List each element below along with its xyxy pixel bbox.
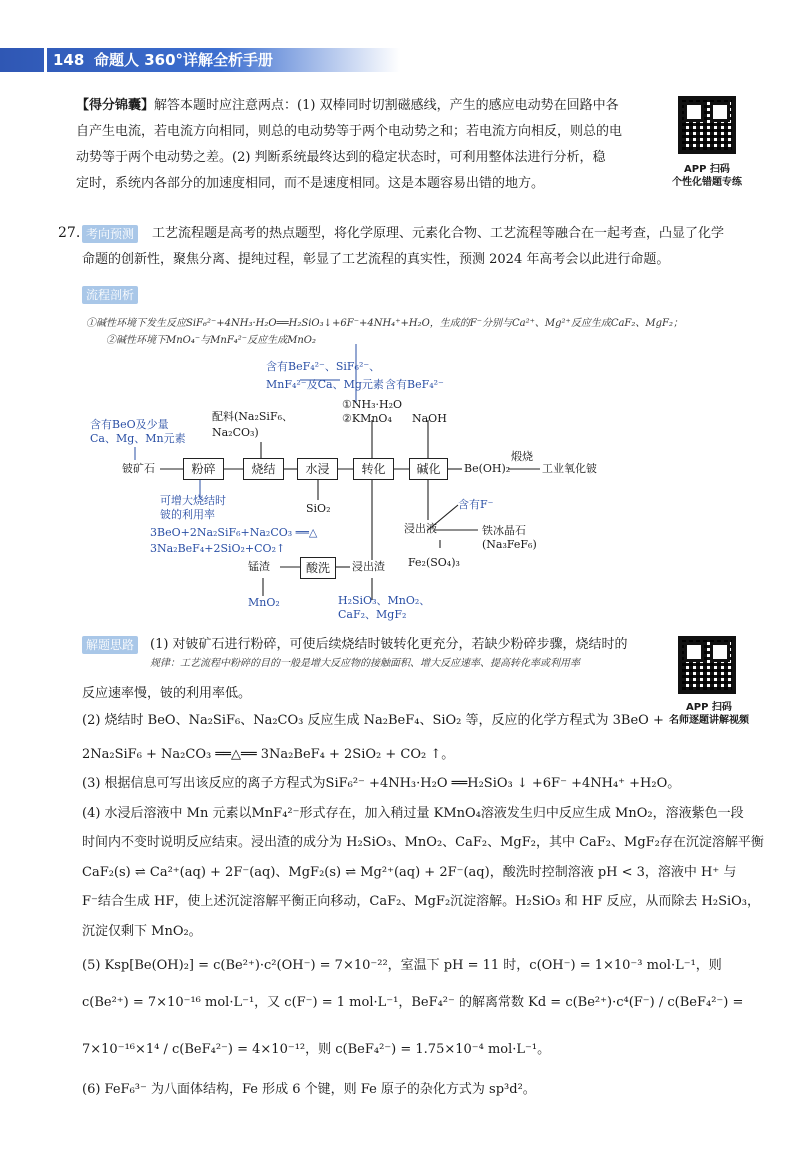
flow-equation-1: 3BeO+2Na₂SiF₆+Na₂CO₃ ══△ [150, 526, 318, 539]
flow-condition-1: ①NH₃·H₂O [342, 398, 403, 411]
page-number: 148 [44, 48, 90, 72]
solution-p2a: (2) 烧结时 BeO、Na₂SiF₆、Na₂CO₃ 反应生成 Na₂BeF₄、SiO₂ 等，反应的化学方程式为 3BeO + [82, 713, 664, 728]
solution-p4b: 时间内不变时说明反应结束。浸出渣的成分为 H₂SiO₃、MnO₂、CaF₂、MgF₂，其中 CaF₂、MgF₂存在沉淀溶解平衡 [82, 835, 764, 850]
flow-cryolite-2: (Na₃FeF₆) [482, 538, 537, 551]
flow-step-sinter: 烧结 [243, 458, 284, 480]
solution-p1b: 反应速率慢，铍的利用率低。 [82, 686, 252, 701]
flow-fe-salt: Fe₂(SO₄)₃ [408, 556, 460, 569]
flow-start: 铍矿石 [122, 462, 155, 475]
qr-caption-2: 个性化错题专练 [672, 177, 742, 188]
flow-contains-3: 含有BeF₄²⁻ [385, 378, 444, 391]
q27-line-2: 命题的创新性，聚焦分离、提纯过程，彰显了工艺流程的真实性，预测 2024 年高考会以此进行命题。 [82, 252, 670, 267]
flow-condition-2: ②KMnO₄ [342, 412, 392, 425]
solution-p2b: 2Na₂SiF₆ + Na₂CO₃ ══△══ 3Na₂BeF₄ + 2SiO₂ + CO₂ ↑。 [82, 747, 455, 762]
tip-line-4: 定时，系统内各部分的加速度相同，而不是速度相同。这是本题容易出错的地方。 [76, 176, 545, 191]
qr-caption-3: APP 扫码 [686, 702, 732, 713]
flow-contains-1: 含有BeF₄²⁻、SiF₆²⁻、 [266, 360, 381, 373]
flow-calcine: 煅烧 [511, 450, 533, 463]
flow-contains-2: MnF₄²⁻及Ca、Mg元素 [266, 378, 384, 391]
flow-final-product: 工业氧化铍 [542, 462, 597, 475]
book-title: 命题人 360°详解全析手册 [94, 51, 274, 69]
flow-step-crush: 粉碎 [183, 458, 224, 480]
solution-p5b: c(Be²⁺) = 7×10⁻¹⁶ mol·L⁻¹，又 c(F⁻) = 1 mol·L⁻¹，BeF₄²⁻ 的解离常数 Kd = c(Be²⁺)·c⁴(F⁻) / c(BeF₄²⁻) = [82, 995, 744, 1010]
flow-contains-f: 含有F⁻ [458, 498, 494, 511]
solution-p1-note: 规律：工艺流程中粉碎的目的一般是增大反应物的接触面积、增大反应速率、提高转化率或利用率 [150, 658, 580, 669]
flow-cryolite-1: 铁冰晶石 [482, 524, 526, 537]
flow-reagent-1: 配料(Na₂SiF₆、 [212, 410, 293, 423]
flow-ore-note-1: 含有BeO及少量 [90, 418, 169, 431]
flow-residue: 浸出渣 [352, 560, 385, 573]
solution-p6: (6) FeF₆³⁻ 为八面体结构，Fe 形成 6 个键，则 Fe 原子的杂化方式为 sp³d²。 [82, 1082, 536, 1097]
qr-code-icon[interactable] [678, 636, 736, 694]
flow-ore-note-2: Ca、Mg、Mn元素 [90, 432, 186, 445]
flow-residue-comp-1: H₂SiO₃、MnO₂、 [338, 594, 431, 607]
flow-product: Be(OH)₂ [464, 462, 511, 475]
flow-step-convert: 转化 [353, 458, 394, 480]
question-number: 27. [58, 225, 81, 241]
solution-p4c: CaF₂(s) ⇌ Ca²⁺(aq) + 2F⁻(aq)、MgF₂(s) ⇌ Mg²⁺(aq) + 2F⁻(aq)，酸洗时控制溶液 pH < 3，溶液中 H⁺ 与 [82, 865, 737, 880]
tip-label: 【得分锦囊】解答本题时应注意两点：(1) 双棒同时切割磁感线，产生的感应电动势在回路中各 [76, 98, 619, 113]
flow-note-1: ①碱性环境下发生反应SiF₆²⁻+4NH₃·H₂O══H₂SiO₃↓+6F⁻+4NH₄⁺+H₂O，生成的F⁻分别与Ca²⁺、Mg²⁺反应生成CaF₂、MgF₂； [86, 318, 683, 329]
flow-naoh: NaOH [412, 412, 447, 425]
q27-tag: 考向预测 [82, 225, 138, 243]
flow-step-acid-wash: 酸洗 [300, 557, 336, 579]
solution-p4e: 沉淀仅剩下 MnO₂。 [82, 924, 202, 939]
flow-step-leach: 水浸 [297, 458, 338, 480]
solution-p5c: 7×10⁻¹⁶×1⁴ / c(BeF₄²⁻) = 4×10⁻¹²，则 c(BeF₄²⁻) = 1.75×10⁻⁴ mol·L⁻¹。 [82, 1042, 551, 1057]
tip-line-3: 动势等于两个电动势之差。(2) 判断系统最终达到的稳定状态时，可利用整体法进行分析，稳 [76, 150, 606, 165]
qr-caption-4: 名师逐题讲解视频 [669, 715, 749, 726]
solution-p4d: F⁻结合生成 HF，使上述沉淀溶解平衡正向移动，CaF₂、MgF₂沉淀溶解。H₂SiO₃ 和 HF 反应，从而除去 H₂SiO₃， [82, 894, 761, 909]
flow-tag: 流程剖析 [82, 286, 138, 304]
flow-step-alkalize: 碱化 [409, 458, 448, 480]
solution-p4a: (4) 水浸后溶液中 Mn 元素以MnF₄²⁻形式存在，加入稍过量 KMnO₄溶液发生归中反应生成 MnO₂，溶液紫色一段 [82, 806, 744, 821]
flow-sio2: SiO₂ [306, 502, 331, 515]
flow-crush-note-2: 铍的利用率 [160, 508, 215, 521]
flow-equation-2: 3Na₂BeF₄+2SiO₂+CO₂↑ [150, 542, 286, 555]
tip-line-1: 解答本题时应注意两点：(1) 双棒同时切割磁感线，产生的感应电动势在回路中各 [154, 98, 619, 113]
qr-caption-1: APP 扫码 [684, 164, 730, 175]
solution-tag: 解题思路 [82, 636, 138, 654]
flow-residue-comp-2: CaF₂、MgF₂ [338, 608, 407, 621]
solution-p5a: (5) Ksp[Be(OH)₂] = c(Be²⁺)·c²(OH⁻) = 7×10⁻²²，室温下 pH = 11 时，c(OH⁻) = 1×10⁻³ mol·L⁻¹，则 [82, 958, 722, 973]
flow-reagent-2: Na₂CO₃) [212, 426, 259, 439]
flow-note-2: ②碱性环境下MnO₄⁻与MnF₄²⁻反应生成MnO₂ [106, 335, 316, 346]
solution-p3: (3) 根据信息可写出该反应的离子方程式为SiF₆²⁻ +4NH₃·H₂O ══H₂SiO₃ ↓ +6F⁻ +4NH₄⁺ +H₂O。 [82, 776, 681, 791]
flow-leachate: 浸出液 [404, 522, 437, 535]
solution-p1a: (1) 对铍矿石进行粉碎，可使后续烧结时铍转化更充分，若缺少粉碎步骤，烧结时的 [150, 637, 628, 652]
flow-crush-note-1: 可增大烧结时 [160, 494, 226, 507]
q27-line-1: 工艺流程题是高考的热点题型，将化学原理、元素化合物、工艺流程等融合在一起考查，凸显了化学 [152, 226, 725, 241]
flow-mn-residue: 锰渣 [248, 560, 270, 573]
tip-line-2: 自产生电流，若电流方向相同，则总的电动势等于两个电动势之和；若电流方向相反，则总的电 [76, 124, 623, 139]
flow-mno2: MnO₂ [248, 596, 280, 609]
